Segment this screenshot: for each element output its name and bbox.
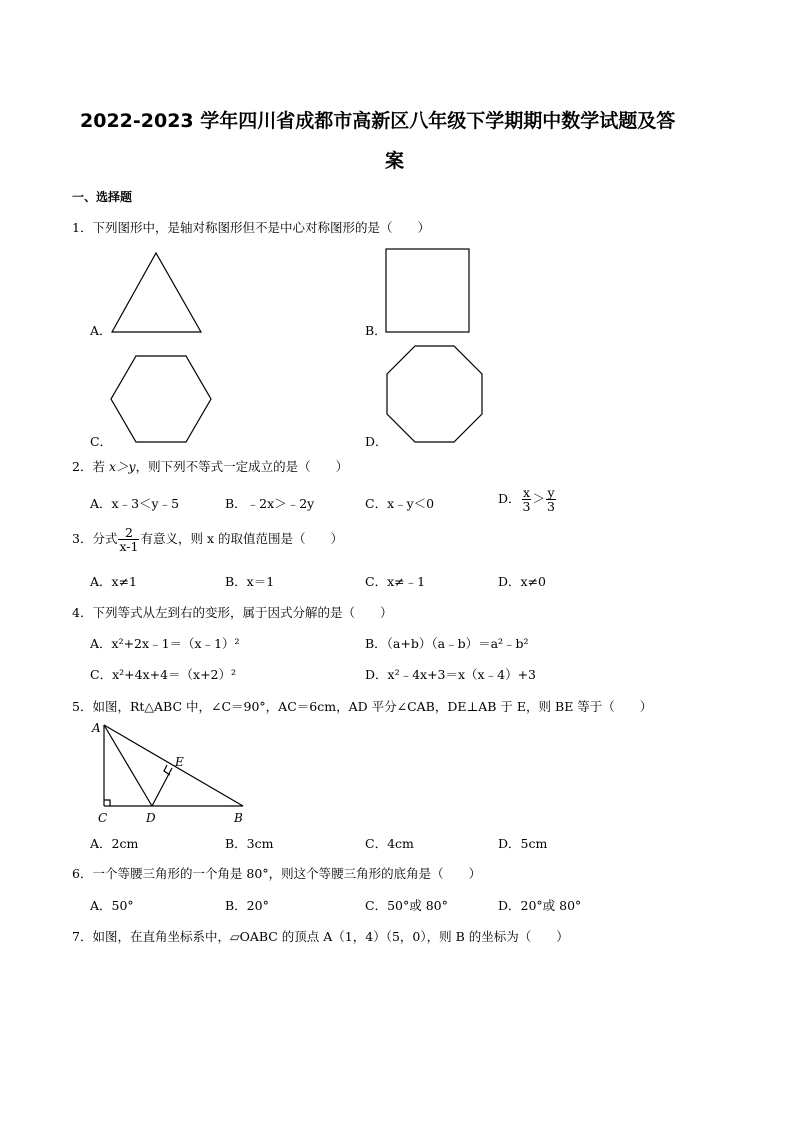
q5-label-c: C [98, 811, 108, 825]
q5-label-b: B [234, 811, 243, 825]
question-6-stem: 6．一个等腰三角形的一个角是 80°，则这个等腰三角形的底角是（ ） [72, 866, 482, 881]
q3-option-c: C．x≠﹣1 [365, 574, 426, 589]
question-4-stem: 4．下列等式从左到右的变形，属于因式分解的是（ ） [72, 605, 393, 620]
q6-option-d: D．20°或 80° [498, 898, 582, 913]
q5-option-c: C．4cm [365, 836, 414, 851]
q6-option-c: C．50°或 80° [365, 898, 448, 913]
q5-label-a: A [92, 721, 101, 735]
page-title-line-1: 2022-2023 学年四川省成都市高新区八年级下学期期中数学试题及答 [80, 110, 676, 132]
page-title-line-2: 案 [385, 150, 405, 172]
q4-option-b: B．（a+b）（a﹣b）＝a²﹣b² [365, 636, 529, 651]
q1-option-d-label: D． [365, 434, 388, 449]
q2-option-a: A．x﹣3＜y﹣5 [90, 496, 180, 511]
q5-option-d: D．5cm [498, 836, 548, 851]
q4-option-d: D．x²﹣4x+3＝x（x﹣4）+3 [365, 667, 536, 682]
q2-stem-prefix: 2．若 [72, 459, 109, 474]
q3-stem-suffix: 有意义，则 x 的取值范围是（ ） [140, 531, 343, 547]
section-heading: 一、选择题 [72, 190, 133, 204]
q2-option-c: C．x﹣y＜0 [365, 496, 435, 511]
q2-option-d-numerator-2: y [547, 485, 555, 500]
q3-fraction-denominator: x-1 [119, 539, 139, 555]
q4-option-a: A．x²+2x﹣1＝（x﹣1）² [90, 636, 240, 651]
q3-option-a: A．x≠1 [90, 574, 138, 589]
q2-option-d-numerator-1: x [522, 485, 531, 500]
q5-option-a: A．2cm [90, 836, 139, 851]
q1-option-a-label: A． [90, 323, 112, 338]
question-5-stem: 5．如图，Rt△ABC 中，∠C＝90°，AC＝6cm，AD 平分∠CAB，DE⊥AB 于 E，则 BE 等于（ ） [72, 699, 653, 714]
q2-stem-suffix: ，则下列不等式一定成立的是（ ） [135, 459, 349, 474]
q2-option-d-denominator-1: 3 [522, 499, 531, 515]
question-1-stem: 1．下列图形中，是轴对称图形但不是中心对称图形的是（ ） [72, 220, 430, 235]
q3-fraction-numerator: 2 [118, 526, 139, 540]
q3-option-d: D．x≠0 [498, 574, 546, 589]
q2-option-b: B．﹣2x＞﹣2y [225, 496, 315, 511]
q3-option-b: B．x＝1 [225, 574, 275, 589]
q2-option-d-label: D． [498, 491, 521, 507]
q2-option-d-relation: ＞ [532, 491, 545, 507]
q1-option-b-label: B． [365, 323, 387, 338]
q2-stem-condition: x＞y [108, 459, 136, 474]
q5-label-e: E [175, 755, 184, 769]
q5-label-d: D [146, 811, 156, 825]
q2-option-d-denominator-2: 3 [547, 499, 555, 515]
q5-triangle-lines [104, 725, 243, 806]
q6-option-a: A．50° [90, 898, 134, 913]
q3-stem-prefix: 3．分式 [72, 531, 118, 547]
question-7-stem: 7．如图，在直角坐标系中，▱OABC 的顶点 A（1，4）（5，0），则 B 的坐标为（ ） [72, 929, 569, 944]
q4-option-c: C．x²+4x+4＝（x+2）² [90, 667, 237, 682]
q6-option-b: B．20° [225, 898, 269, 913]
q5-option-b: B．3cm [225, 836, 274, 851]
q1-option-c-label: C． [90, 434, 113, 449]
